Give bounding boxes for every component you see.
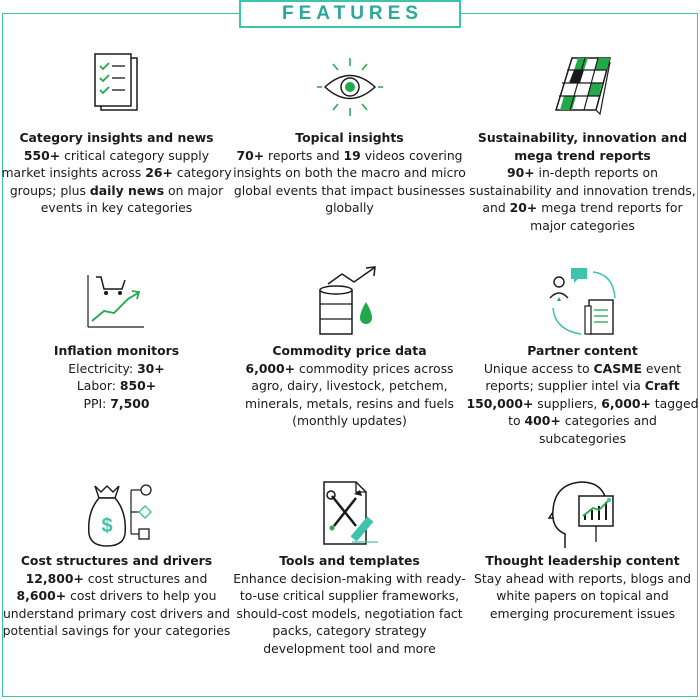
page-title: FEATURES: [282, 3, 423, 24]
stat-line: PPI: 7,500: [83, 395, 150, 411]
stat-value: 26+: [145, 165, 173, 181]
shopping-cart-trend-icon: [0, 262, 233, 342]
stat-value: 550+: [23, 147, 61, 163]
stat-value: 400+: [524, 413, 561, 429]
stat-line: Electricity: 30+: [68, 360, 165, 376]
feature-partner-content: [466, 342, 699, 448]
tools-document-icon: [233, 474, 466, 554]
feature-topical-insights: [233, 129, 466, 217]
feature-description: 12,800+ cost structures and 8,600+ cost drivers to help you understand primary cost drivers and potential savings for your categories: [2, 570, 231, 639]
feature-title: Commodity price data: [272, 343, 427, 358]
feature-title: Topical insights: [295, 130, 404, 145]
stat-value: 19: [343, 147, 361, 163]
feature-category-insights: [0, 129, 233, 217]
stat-value: 30+: [137, 360, 165, 376]
feature-title: Thought leadership content: [485, 553, 680, 568]
stat-value: 6,000+: [245, 360, 296, 376]
features-header: [239, 0, 461, 28]
feature-title: Category insights and news: [19, 130, 214, 145]
stat-value: 6,000+: [601, 395, 651, 411]
oil-barrel-icon: [233, 262, 466, 342]
stat-value: 850+: [119, 378, 157, 394]
solar-panel-icon: [466, 47, 699, 127]
feature-cost-structures: [0, 552, 233, 640]
stat-value: 20+: [509, 200, 538, 216]
feature-title: Partner content: [527, 343, 638, 358]
feature-description: Stay ahead with reports, blogs and white papers on topical and emerging procurement issues: [474, 570, 691, 621]
feature-tools-templates: [233, 552, 466, 658]
stat-value: 70+: [236, 147, 265, 163]
feature-title: Cost structures and drivers: [20, 553, 213, 568]
head-chart-icon: [466, 474, 699, 554]
stat-value: Craft 150,000+: [466, 378, 680, 411]
stat-value: daily news: [89, 182, 165, 198]
checklist-icon: [0, 47, 233, 127]
feature-inflation-monitors: [0, 342, 233, 412]
feature-commodity-price-data: [233, 342, 466, 430]
stat-value: 7,500: [110, 395, 150, 411]
feature-thought-leadership: [466, 552, 699, 622]
feature-description: 70+ reports and 19 videos covering insights on both the macro and micro global events that impact businesses globally: [233, 147, 466, 216]
eye-icon: [233, 47, 466, 127]
money-bag-structure-icon: [0, 474, 233, 554]
feature-description: 6,000+ commodity prices across agro, dairy, livestock, petchem, minerals, metals, resins and fuels (monthly updates): [245, 360, 454, 429]
stat-value: CASME: [593, 360, 642, 376]
stat-value: 12,800+: [25, 570, 84, 586]
feature-description: 550+ critical category supply market insights across 26+ category groups; plus daily news on major events in key categories: [1, 147, 232, 216]
svg-text:$: $: [100, 515, 113, 537]
stat-value: 8,600+: [16, 588, 67, 604]
feature-title: Sustainability, innovation and mega trend reports: [477, 130, 688, 163]
stat-value: 90+: [506, 165, 535, 181]
feature-description: Enhance decision-making with ready-to-use critical supplier frameworks, should-cost models, negotiation fact packs, category strategy development tool and more: [233, 570, 466, 656]
feature-title: Tools and templates: [279, 553, 420, 568]
feature-description: 90+ in-depth reports on sustainability and innovation trends, and 20+ mega trend reports for major categories: [469, 165, 696, 233]
partner-exchange-icon: [466, 262, 699, 342]
stat-line: Labor: 850+: [76, 378, 157, 394]
feature-description: Unique access to CASME event reports; supplier intel via Craft 150,000+ suppliers, 6,000+ tagged to 400+ categories and subcategories: [466, 360, 699, 446]
feature-sustainability: [466, 129, 699, 235]
feature-title: Inflation monitors: [53, 343, 180, 358]
